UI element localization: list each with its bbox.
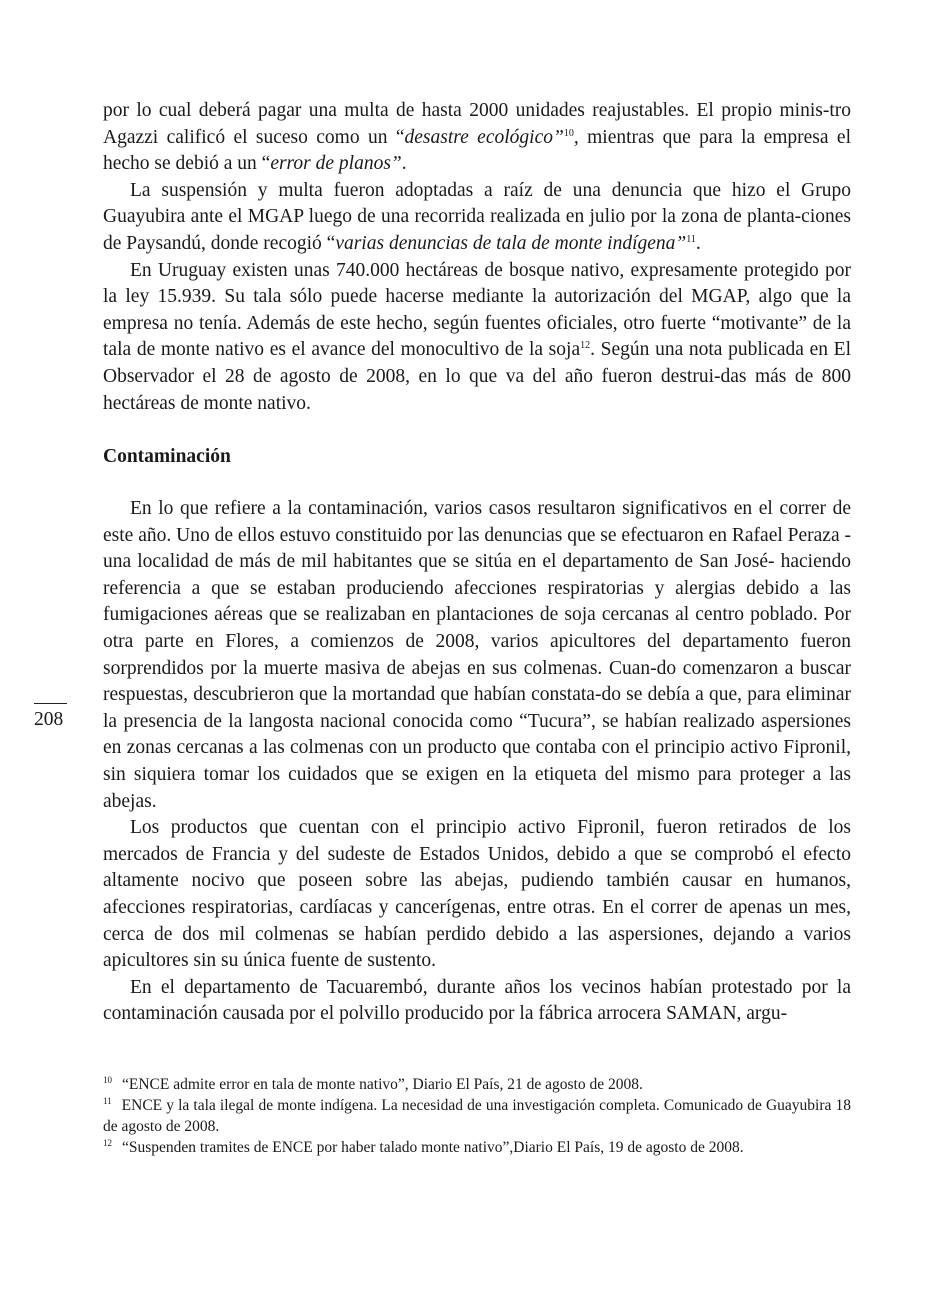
paragraph-1-comma: , bbox=[573, 126, 579, 148]
quote-varias-denuncias: varias denuncias de tala de monte indígena” bbox=[335, 232, 687, 254]
paragraph-2 bbox=[103, 178, 851, 258]
paragraph-5: Los productos que cuentan con el principio activo Fipronil, fueron retirados de los mercados de Francia y del sudeste de Estados Unidos, debido a que se comprobó el efecto altamente nocivo que poseen sobre las abejas, pudiendo también causar en humanos, afecciones respiratorias, cardíacas y cancerígenas, entre otras. En el correr de apenas un mes, cerca de dos mil colmenas se habían perdido debido a las aspersiones, dejando a varios apicultores sin su única fuente de sustento. bbox=[103, 817, 851, 972]
paragraph-3-text-a: En Uruguay existen unas 740.000 hectáreas de bosque nativo, expresamente protegido por la ley 15.939. Su tala sólo puede hacerse mediante la autorización del MGAP, algo que la empresa no tenía. Además de este hecho, según fuentes oficiales, otro fuerte “motivante” de la tala de monte nativo es el avance del monocultivo de la soja bbox=[103, 259, 851, 361]
footnote-11-number: 11 bbox=[103, 1096, 112, 1106]
section-heading-contaminacion: Contaminación bbox=[103, 446, 231, 467]
paragraph-3 bbox=[103, 258, 851, 418]
footnote-ref-11[interactable]: 11 bbox=[686, 233, 696, 245]
paragraph-4: En lo que refiere a la contaminación, varios casos resultaron significativos en el correr de este año. Uno de ellos estuvo constituido por las denuncias que se efectuaron en Rafael Peraza -una localidad de más de mil habitantes que se sitúa en el departamento de San José- haciendo referencia a que se estaban produciendo afecciones respiratorias y alergias debido a las fumigaciones aéreas que se realizaban en plantaciones de soja cercanas al centro poblado. Por otra parte en Flores, a comienzos de 2008, varios apicultores del departamento fueron sorprendidos por la muerte masiva de abejas en sus colmenas. Cuan-do comenzaron a buscar respuestas, descubrieron que la mortandad que habían constata-do se debía a que, para eliminar la presencia de la langosta nacional conocida como “Tucura”, se habían realizado aspersiones en zonas cercanas a las colmenas con un producto que contaba con el principio activo Fipronil, sin siquiera tomar los cuidados que se exigen en la etiqueta del mismo para proteger a las abejas. bbox=[103, 498, 851, 812]
paragraph-1-text-b: mientras que para la empresa el hecho se debió a un “ bbox=[103, 126, 851, 175]
footnote-11 bbox=[103, 1095, 851, 1137]
paragraph-1-period: . bbox=[401, 153, 407, 175]
body-text-section-1 bbox=[103, 98, 851, 417]
footnote-10-number: 10 bbox=[103, 1075, 112, 1085]
paragraph-3-text-b: . Según una nota publicada en El Observador el 28 de agosto de 2008, en lo que va del año fueron destrui-das más de 800 hectáreas de monte nativo. bbox=[103, 339, 852, 414]
footnote-11-text: ENCE y la tala ilegal de monte indígena. La necesidad de una investigación completa. Comunicado de Guayubira 18 de agosto de 2008. bbox=[103, 1097, 851, 1135]
paragraph-2-period: . bbox=[695, 232, 701, 254]
footnote-12-number: 12 bbox=[103, 1138, 112, 1148]
quote-error-de-planos: error de planos” bbox=[270, 153, 402, 175]
footnote-12-text: “Suspenden tramites de ENCE por haber talado monte nativo”,Diario El País, 19 de agosto de 2008. bbox=[122, 1139, 744, 1156]
body-text-section-2 bbox=[103, 496, 851, 1028]
footnote-10 bbox=[103, 1074, 851, 1095]
paragraph-6: En el departamento de Tacuarembó, durante años los vecinos habían protestado por la contaminación causada por el polvillo producido por la fábrica arrocera SAMAN, argu- bbox=[103, 976, 851, 1025]
footnotes bbox=[103, 1074, 851, 1158]
paragraph-1 bbox=[103, 98, 851, 178]
paragraph-2-text: La suspensión y multa fueron adoptadas a raíz de una denuncia que hizo el Grupo Guayubira ante el MGAP luego de una recorrida realizada en julio por la zona de planta-ciones de Paysandú, donde recogió “ bbox=[103, 179, 851, 254]
page-number: 208 bbox=[34, 709, 64, 730]
footnote-10-text: “ENCE admite error en tala de monte nativo”, Diario El País, 21 de agosto de 2008. bbox=[122, 1076, 643, 1093]
quote-desastre-ecologico: desastre ecológico” bbox=[404, 126, 564, 148]
footnote-12 bbox=[103, 1137, 851, 1158]
page-number-rule bbox=[34, 703, 67, 704]
footnote-ref-10[interactable]: 10 bbox=[563, 127, 574, 139]
footnote-ref-12[interactable]: 12 bbox=[580, 340, 591, 352]
paragraph-1-text-a: por lo cual deberá pagar una multa de hasta 2000 unidades reajustables. El propio minis-tro Agazzi calificó el suceso como un “ bbox=[103, 100, 851, 148]
